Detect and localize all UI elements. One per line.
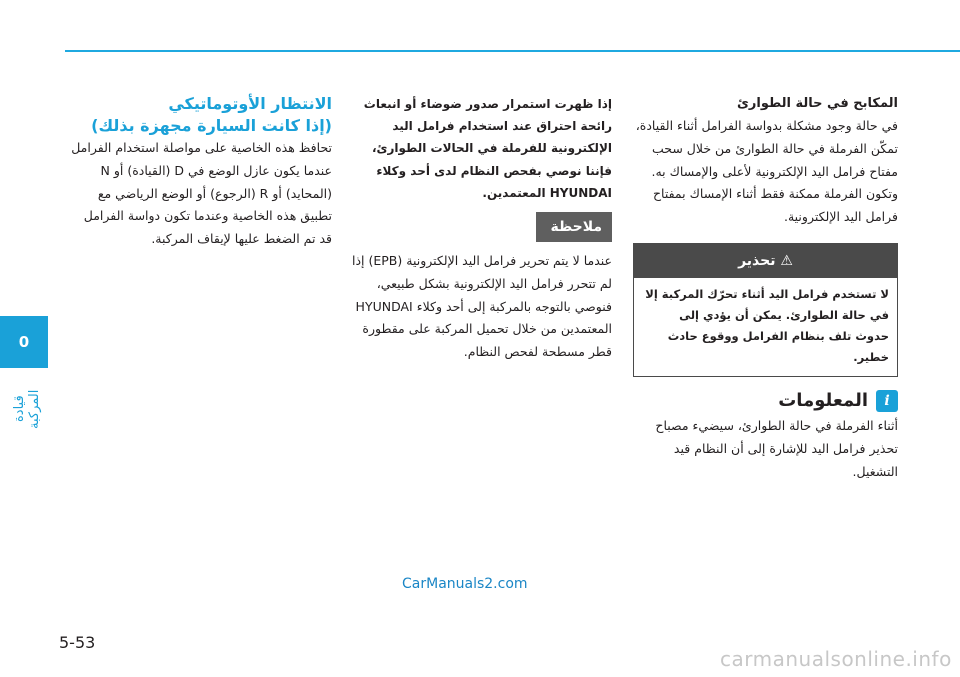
header-rule [65, 50, 960, 52]
warning-box [633, 243, 898, 377]
footer-logo: carmanualsonline.info [720, 647, 952, 671]
warning-title: تحذير [738, 252, 776, 269]
left-column [70, 93, 332, 251]
caution-text: إذا ظهرت استمرار صدور ضوضاء أو انبعاث رائحة احتراق عند استخدام فرامل اليد الإلكترونية للفرملة في الحالات الطوارئ، فإننا نوصي بفحص النظام لدى أحد وكلاء HYUNDAI المعتمدين. [363, 97, 612, 200]
page-number: 5-53 [59, 633, 96, 652]
section-body: تحافظ هذه الخاصية على مواصلة استخدام الفرامل عندما يكون عازل الوضع في D (القيادة) أو N (المحايد) أو R (الرجوع) أو الوضع الرياضي مع تطبيق هذه الخاصية وعندما تكون دواسة الفرامل قد تم الضغط عليها لإيقاف المركبة. [71, 140, 332, 247]
chapter-tab[interactable] [0, 316, 48, 368]
note-body: عندما لا يتم تحرير فرامل اليد الإلكترونية (EPB) إذا لم تتحرر فرامل اليد الإلكترونية بشكل طبيعي، فنوصي بالتوجه بالمركبة إلى أحد وكلاء HYUNDAI المعتمدين من خلال تحميل المركبة على مقطورة قطر مسطحة لفحص النظام. [352, 253, 612, 360]
info-title: المعلومات [778, 389, 868, 411]
middle-column [352, 93, 612, 364]
chapter-number: 0 [18, 333, 30, 351]
warning-header [634, 244, 897, 278]
warning-body: لا تستخدم فرامل اليد أثناء تحرّك المركبة إلا في حالة الطوارئ. يمكن أن يؤدي إلى حدوث تلف بنظام الفرامل ووقوع حادث خطير. [645, 286, 889, 364]
section-subtitle: (إذا كانت السيارة مجهزة بذلك) [91, 116, 332, 135]
right-column [633, 93, 898, 483]
info-icon: i [876, 390, 898, 412]
section-heading: المكابح في حالة الطوارئ [736, 96, 898, 111]
watermark: CarManuals2.com [402, 576, 528, 592]
info-heading [633, 387, 898, 415]
note-header: ملاحظة [536, 212, 612, 242]
warning-icon: ⚠ [780, 252, 793, 269]
info-body: أثناء الفرملة في حالة الطوارئ، سيضيء مصباح تحذير فرامل اليد للإشارة إلى أن النظام قيد التشغيل. [655, 417, 898, 479]
section-body: في حالة وجود مشكلة بدواسة الفرامل أثناء القيادة، تمكّن الفرملة في حالة الطوارئ من خلال سحب مفتاح فرامل اليد الإلكترونية لأعلى والإمساك به. وتكون الفرملة ممكنة فقط أثناء الإمساك بمفتاح فرامل اليد الإلكترونية. [635, 118, 898, 225]
chapter-label: قيادة المركبة [12, 389, 42, 429]
section-title: الانتظار الأوتوماتيكي [168, 94, 332, 113]
